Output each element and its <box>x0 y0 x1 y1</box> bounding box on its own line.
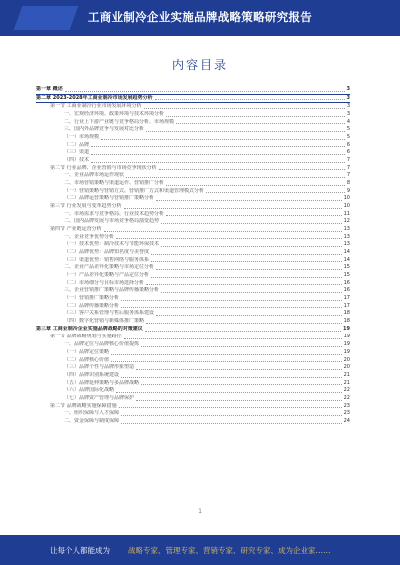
toc-entry[interactable] <box>36 203 350 211</box>
toc-dot-leader <box>166 184 345 186</box>
toc-entry-title: （二）品牌运营策略与营销推广策略分析 <box>64 195 155 202</box>
toc-entry[interactable] <box>36 257 350 265</box>
toc-entry[interactable] <box>36 287 350 295</box>
toc-entry-page: 5 <box>346 126 350 133</box>
toc-entry-page: 19 <box>343 341 350 348</box>
toc-entry-title: 二、行业上下游产业链与竞争格局分析、市场规模 <box>64 118 175 125</box>
toc-entry-page: 21 <box>343 371 350 378</box>
toc-entry-page: 13 <box>343 226 350 233</box>
toc-entry-title: 二、市场营销策略与渠道运作、营销推广分析 <box>64 180 165 187</box>
toc-entry[interactable] <box>36 119 350 127</box>
toc-entry-page: 12 <box>343 218 350 225</box>
toc-entry-title: 二、企业产品差异化策略与市场定位分析 <box>64 264 155 271</box>
toc-entry[interactable] <box>36 303 350 311</box>
toc-dot-leader <box>116 391 342 393</box>
toc-dot-leader <box>119 406 342 408</box>
toc-dot-leader <box>104 230 342 232</box>
toc-entry-page: 8 <box>346 180 350 187</box>
toc-entry[interactable] <box>36 226 350 234</box>
table-of-contents <box>36 86 350 426</box>
toc-entry-page: 20 <box>343 356 350 363</box>
toc-entry[interactable] <box>36 149 350 157</box>
toc-entry-page: 23 <box>343 410 350 417</box>
toc-dot-leader <box>145 330 341 332</box>
toc-entry[interactable] <box>36 403 350 411</box>
toc-entry[interactable] <box>36 295 350 303</box>
toc-entry[interactable] <box>36 280 350 288</box>
toc-entry-page: 20 <box>343 364 350 371</box>
toc-entry-title: 一、企业品牌市场运作现状 <box>64 172 125 179</box>
toc-entry-title: （七）品牌资产管理与品牌保护 <box>64 394 135 401</box>
toc-dot-leader <box>141 383 342 385</box>
toc-entry[interactable] <box>36 357 350 365</box>
toc-entry-title: （一）品牌定位策略 <box>64 348 110 355</box>
toc-entry-title: 第二章 2023-2028年工商业制冷市场发展趋势分析 <box>36 94 153 101</box>
toc-entry-page: 11 <box>343 210 350 217</box>
toc-entry-page: 7 <box>346 157 350 164</box>
toc-entry[interactable] <box>36 372 350 380</box>
toc-dot-leader <box>151 276 342 278</box>
toc-entry-page: 16 <box>343 279 350 286</box>
toc-entry[interactable] <box>36 165 350 173</box>
toc-entry[interactable] <box>36 103 350 111</box>
toc-entry[interactable] <box>36 272 350 280</box>
toc-entry-page: 22 <box>343 387 350 394</box>
toc-dot-leader <box>136 368 342 370</box>
toc-entry-page: 5 <box>346 134 350 141</box>
toc-dot-leader <box>144 107 345 109</box>
toc-entry-page: 7 <box>346 172 350 179</box>
page-number: 1 <box>198 508 202 515</box>
toc-dot-leader <box>65 90 345 92</box>
toc-entry-title: 一、宏观经济环境、政策环境与技术环境分析 <box>64 111 165 117</box>
toc-entry[interactable] <box>36 395 350 403</box>
toc-dot-leader <box>111 360 342 362</box>
toc-entry-title: （一）营销推广策略分析 <box>64 295 120 302</box>
toc-entry-page: 3 <box>346 111 350 117</box>
toc-dot-leader <box>151 260 342 262</box>
toc-dot-leader <box>146 322 342 324</box>
toc-entry-page: 9 <box>346 187 350 194</box>
toc-entry[interactable] <box>36 180 350 188</box>
toc-dot-leader <box>156 268 342 270</box>
toc-entry-page: 22 <box>343 394 350 401</box>
report-title: 工商业制冷企业实施品牌战略策略研究报告 <box>87 10 313 24</box>
toc-entry-page: 6 <box>346 141 350 148</box>
toc-dot-leader <box>91 161 345 163</box>
toc-dot-leader <box>161 222 342 224</box>
toc-dot-leader <box>124 207 342 209</box>
toc-entry-title: （三）客户关系管理与售后服务体系建设 <box>64 310 155 317</box>
toc-entry-title: （四）技术 <box>64 157 90 164</box>
toc-entry-page: 3 <box>346 86 350 92</box>
toc-dot-leader <box>124 337 342 339</box>
toc-entry[interactable] <box>36 249 350 257</box>
footer-bar <box>0 535 400 565</box>
toc-dot-leader <box>121 422 342 424</box>
toc-entry[interactable] <box>36 349 350 357</box>
toc-dot-leader <box>126 176 345 178</box>
toc-entry-page: 4 <box>346 118 350 125</box>
toc-entry-title: 第三章 工商业制冷企业实施品牌战略的对策建议 <box>36 325 143 332</box>
toc-entry-title: （一）市场规模 <box>64 134 100 141</box>
toc-dot-leader <box>156 314 342 316</box>
toc-entry-title: 第一节 品牌战略规划与实施路径 <box>50 333 122 340</box>
toc-entry-page: 6 <box>346 149 350 156</box>
toc-entry-title: 一、市场需求与竞争格局、行业技术趋势分析 <box>64 210 165 217</box>
toc-entry-title: （四）数字化营销与新媒体推广策略 <box>64 318 145 325</box>
toc-entry-title: （二）品牌 <box>64 141 90 148</box>
toc-dot-leader <box>176 122 345 124</box>
toc-dot-leader <box>146 283 342 285</box>
toc-entry[interactable] <box>36 310 350 318</box>
toc-chapter-entry[interactable] <box>36 86 350 94</box>
toc-entry-title: 第一节 工商业制冷行业市场发展环境分析 <box>50 103 142 110</box>
toc-entry-title: 第三节 行业发展与变革趋势分析 <box>50 203 122 210</box>
toc-entry[interactable] <box>36 418 350 426</box>
toc-dot-leader <box>111 353 342 355</box>
toc-entry[interactable] <box>36 334 350 342</box>
toc-entry-page: 17 <box>343 302 350 309</box>
toc-dot-leader <box>161 245 342 247</box>
toc-entry-page: 24 <box>343 417 350 424</box>
toc-entry-title: 一、组织保障与人才保障 <box>64 410 120 417</box>
toc-dot-leader <box>136 399 342 401</box>
toc-dot-leader <box>156 199 342 201</box>
toc-dot-leader <box>151 253 342 255</box>
toc-entry[interactable] <box>36 195 350 203</box>
toc-dot-leader <box>161 291 342 293</box>
toc-entry-page: 15 <box>343 264 350 271</box>
toc-dot-leader <box>206 191 345 193</box>
toc-dot-leader <box>121 306 342 308</box>
toc-entry-page: 3 <box>346 103 350 110</box>
toc-entry-title: 第四节 产业链运营分析 <box>50 226 102 233</box>
toc-entry-title: （二）品牌传播策略分析 <box>64 302 120 309</box>
toc-entry-page: 13 <box>343 233 350 240</box>
footer-slogan-right: 战略专家、管理专家、营销专家、研究专家、成为企业家…… <box>128 546 331 555</box>
toc-dot-leader <box>166 115 345 117</box>
toc-entry-title: 第一章 概述 <box>36 86 63 92</box>
toc-chapter-entry[interactable] <box>36 94 350 104</box>
toc-entry[interactable] <box>36 126 350 134</box>
toc-entry-page: 18 <box>343 310 350 317</box>
toc-heading: 内容目录 <box>171 58 228 72</box>
toc-dot-leader <box>155 98 345 100</box>
toc-entry[interactable] <box>36 188 350 196</box>
toc-entry-page: 23 <box>343 402 350 409</box>
toc-entry-page: 19 <box>343 325 350 332</box>
toc-entry-page: 13 <box>343 241 350 248</box>
toc-entry[interactable] <box>36 387 350 395</box>
report-header-bar <box>0 0 400 36</box>
toc-entry-title: （六）品牌国际化战略 <box>64 387 115 394</box>
toc-entry-page: 19 <box>343 348 350 355</box>
toc-entry-page: 21 <box>343 379 350 386</box>
toc-entry-title: （四）品牌识别系统建设 <box>64 371 120 378</box>
toc-entry-page: 14 <box>343 249 350 256</box>
toc-entry-title: （一）技术优势：制冷技术与节能环保技术 <box>64 241 160 248</box>
toc-entry-page: 15 <box>343 272 350 279</box>
footer-slogan-left: 让每个人都能成为 <box>50 546 110 555</box>
toc-entry-page: 7 <box>346 164 350 171</box>
toc-entry-title: 三、国内外品牌竞争与发展对比分析 <box>64 126 145 133</box>
toc-entry[interactable] <box>36 134 350 142</box>
toc-entry[interactable] <box>36 318 350 326</box>
toc-entry-title: （二）品牌核心价值 <box>64 356 110 363</box>
toc-entry-page: 10 <box>343 203 350 210</box>
toc-entry-title: 第二节 行业品牌、企业营销与市场竞争现状分析 <box>50 164 157 171</box>
toc-entry-title: （一）产品差异化策略与产品定位分析 <box>64 272 150 279</box>
toc-entry-page: 14 <box>343 256 350 263</box>
toc-entry-title: 二、国内品牌发展与市场竞争格局演变趋势 <box>64 218 160 225</box>
toc-entry-title: （三）渠道优势：销售网络与服务体系 <box>64 256 150 263</box>
toc-dot-leader <box>141 345 342 347</box>
toc-entry-page: 17 <box>343 295 350 302</box>
toc-entry[interactable] <box>36 234 350 242</box>
toc-entry-title: （三）品牌个性与品牌形象塑造 <box>64 364 135 371</box>
toc-dot-leader <box>116 237 342 239</box>
toc-entry-title: （二）市场细分与目标市场选择分析 <box>64 279 145 286</box>
toc-entry-title: 第二节 品牌战略实施保障措施 <box>50 402 117 409</box>
toc-entry-title: （五）品牌延伸策略与多品牌战略 <box>64 379 140 386</box>
toc-entry-page: 16 <box>343 287 350 294</box>
toc-entry[interactable] <box>36 157 350 165</box>
toc-entry[interactable] <box>36 211 350 219</box>
toc-dot-leader <box>91 153 345 155</box>
toc-entry-title: 二、资金保障与制度保障 <box>64 417 120 424</box>
toc-entry-title: （三）渠道 <box>64 149 90 156</box>
toc-entry[interactable] <box>36 172 350 180</box>
toc-entry[interactable] <box>36 410 350 418</box>
toc-entry[interactable] <box>36 111 350 119</box>
toc-dot-leader <box>159 168 345 170</box>
toc-entry-title: 三、企业营销推广策略与品牌传播策略分析 <box>64 287 160 294</box>
toc-entry-title: （二）品牌优势：品牌知名度与美誉度 <box>64 249 150 256</box>
toc-entry-title: （一）营销策略与营销方式、营销推广方式和渠道管理模式分析 <box>64 187 205 194</box>
toc-entry-page: 18 <box>343 318 350 325</box>
toc-entry[interactable] <box>36 364 350 372</box>
toc-dot-leader <box>121 414 342 416</box>
toc-entry[interactable] <box>36 264 350 272</box>
toc-dot-leader <box>146 130 345 132</box>
toc-entry-title: 一、企业竞争优势分析 <box>64 233 115 240</box>
toc-entry[interactable] <box>36 218 350 226</box>
toc-dot-leader <box>166 214 342 216</box>
toc-dot-leader <box>91 145 345 147</box>
toc-entry[interactable] <box>36 142 350 150</box>
toc-dot-leader <box>121 299 342 301</box>
toc-entry-page: 3 <box>346 94 350 101</box>
toc-entry-page: 19 <box>343 333 350 340</box>
toc-entry[interactable] <box>36 380 350 388</box>
toc-entry[interactable] <box>36 241 350 249</box>
toc-entry-page: 10 <box>343 195 350 202</box>
toc-dot-leader <box>101 138 345 140</box>
toc-entry-title: 一、品牌定位与品牌核心价值提炼 <box>64 341 140 348</box>
toc-dot-leader <box>121 376 342 378</box>
toc-entry[interactable] <box>36 341 350 349</box>
toc-chapter-entry[interactable] <box>36 326 350 334</box>
